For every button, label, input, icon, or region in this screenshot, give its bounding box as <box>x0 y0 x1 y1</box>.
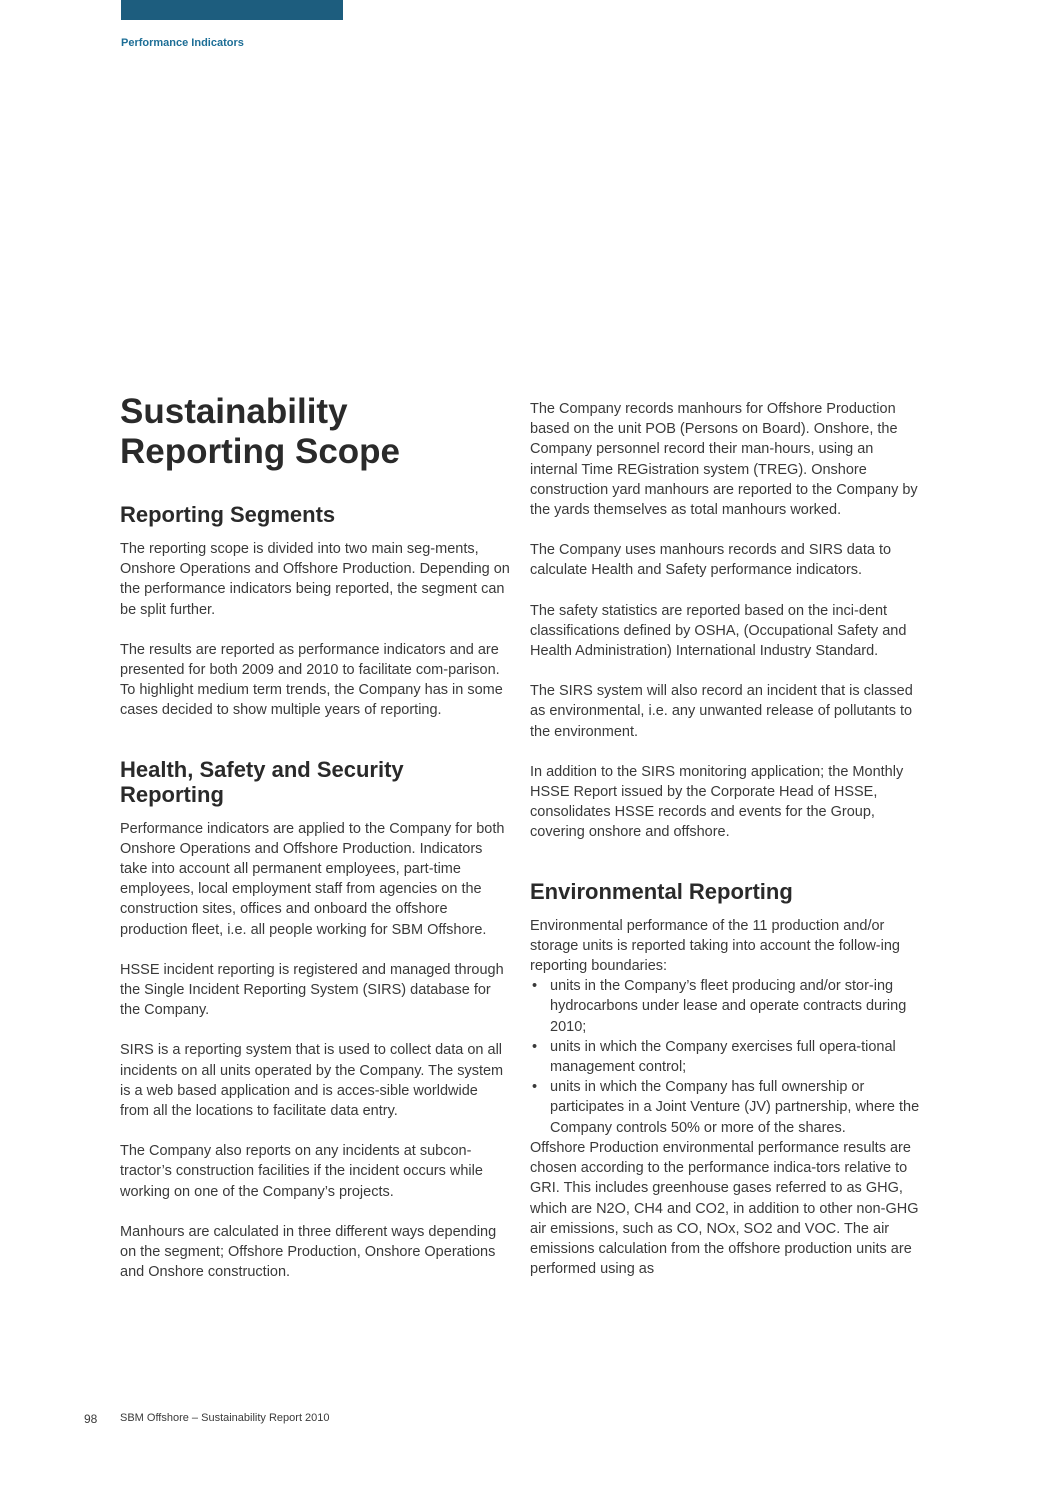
paragraph: SIRS is a reporting system that is used to collect data on all incidents on all units operated by the Company. The system is a web based application and is acces-sible worldwide from all the locations to facilitate data entry. <box>120 1042 504 1120</box>
paragraph: The SIRS system will also record an incident that is classed as environmental, i.e. any unwanted release of pollutants to the environment. <box>530 683 913 740</box>
paragraph: Performance indicators are applied to the Company for both Onshore Operations and Offshore Production. Indicators take into account all permanent employees, part-time employees, local employment staff from agencies on the construction sites, offices and onboard the offshore production fleet, i.e. all people working for SBM Offshore. <box>120 820 505 938</box>
paragraph: HSSE incident reporting is registered and managed through the Single Incident Reporting System (SIRS) database for the Company. <box>120 961 504 1019</box>
boundaries-list <box>530 976 920 1138</box>
paragraph: Offshore Production environmental performance results are chosen according to the performance indica-tors relative to GRI. This includes greenhouse gases referred to as GHG, which are N2O, CH4 and CO2, in addition to other non-GHG air emissions, such as CO, NOx, SO2 and VOC. The air emissions calculation from the offshore production units are performed using as <box>530 1139 919 1278</box>
footer-text: SBM Offshore – Sustainability Report 2010 <box>120 1412 330 1424</box>
list-item: • units in which the Company exercises full opera-tional management control; <box>530 1037 920 1077</box>
left-column <box>120 392 510 1302</box>
paragraph: In addition to the SIRS monitoring application; the Monthly HSSE Report issued by the Corporate Head of HSSE, consolidates HSSE records and events for the Group, covering onshore and offshore. <box>530 763 904 841</box>
heading-hss-reporting: Health, Safety and Security Reporting <box>120 756 404 807</box>
paragraph: Manhours are calculated in three different ways depending on the segment; Offshore Production, Onshore Operations and Onshore construction. <box>120 1223 497 1281</box>
paragraph: The safety statistics are reported based on the inci-dent classifications defined by OSHA, (Occupational Safety and Health Administration) International Industry Standard. <box>530 602 907 660</box>
heading-environmental-reporting: Environmental Reporting <box>530 878 793 904</box>
paragraph: Environmental performance of the 11 production and/or storage units is reported taking into account the follow-ing reporting boundaries: <box>530 917 900 975</box>
paragraph: The Company records manhours for Offshore Production based on the unit POB (Persons on Board). Onshore, the Company personnel record their man-hours, using an internal Time REGistration system (TREG). Onshore construction yard manhours are reported to the Company by the yards themselves as total manhours worked. <box>530 401 918 519</box>
list-item: • units in the Company’s fleet producing and/or stor-ing hydrocarbons under lease and operate contracts during 2010; <box>530 976 920 1037</box>
page-title: Sustainability Reporting Scope <box>120 392 401 471</box>
right-column <box>530 399 920 1279</box>
header-accent-bar <box>121 0 343 20</box>
section-tag: Performance Indicators <box>121 37 244 49</box>
heading-reporting-segments: Reporting Segments <box>120 502 336 527</box>
paragraph: The Company also reports on any incidents at subcon-tractor’s construction facilities if the incident occurs while working on one of the Company’s projects. <box>120 1143 483 1200</box>
page-number: 98 <box>84 1412 98 1426</box>
paragraph: The results are reported as performance indicators and are presented for both 2009 and 2010 to facilitate com-parison. To highlight medium term trends, the Company has in some cases decided to show multiple years of reporting. <box>120 641 503 719</box>
list-item: • units in which the Company has full ownership or participates in a Joint Venture (JV) partnership, where the Company controls 50% or more of the shares. <box>530 1077 920 1138</box>
paragraph: The Company uses manhours records and SIRS data to calculate Health and Safety performance indicators. <box>530 542 892 579</box>
paragraph: The reporting scope is divided into two main seg-ments, Onshore Operations and Offshore Production. Depending on the performance indicators being reported, the segment can be split further. <box>120 541 510 618</box>
